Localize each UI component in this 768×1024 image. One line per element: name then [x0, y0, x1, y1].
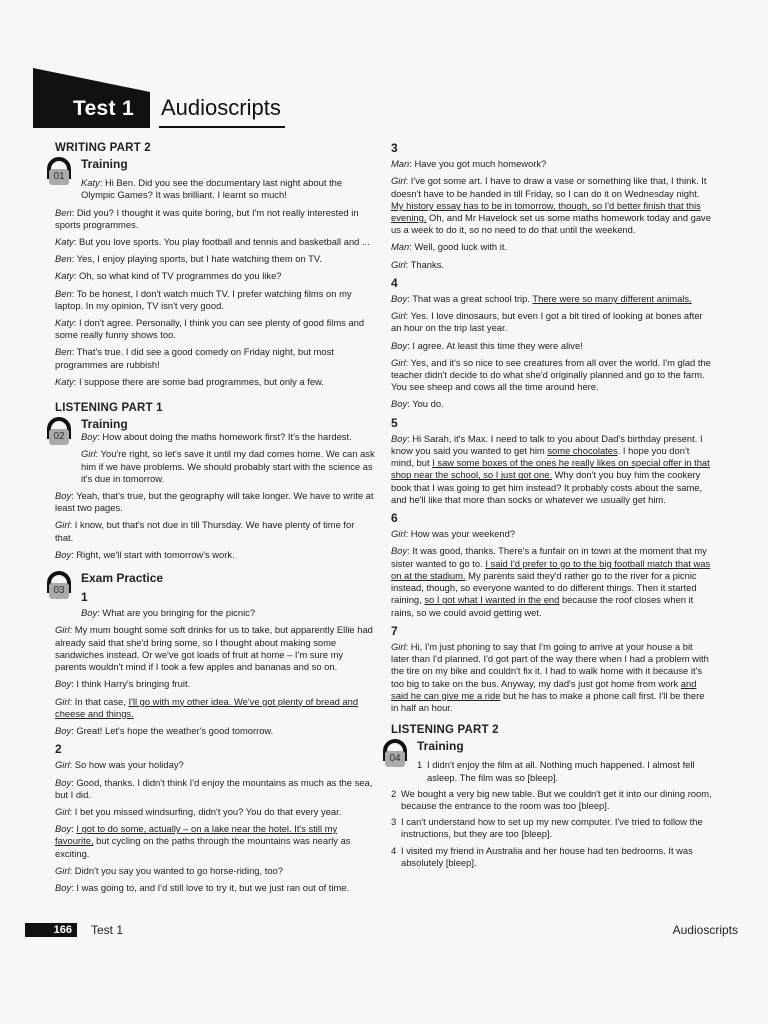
question-number: 3 [391, 141, 398, 155]
question-number: 4 [391, 275, 398, 290]
subsection-training [55, 417, 375, 451]
list-item [391, 845, 713, 869]
footer-section-label: Audioscripts [672, 923, 738, 937]
dialogue-line: Boy: It was good, thanks. There's a funfair on in town at the moment that my sister wanted to go to. I said I'd prefer to go to the big football match that was on at the stadium. My parents said they'd rather go to the river for a picnic instead, though, so everyone wanted to do different things. Then it started raining, so I got what I wanted in the end because the roof closes when it rains, so we could avoid getting wet. [391, 545, 711, 618]
dialogue-line: Girl: How was your weekend? [391, 528, 516, 540]
dialogue-line: Ben: That's true. I did see a good comedy on Friday night, but most programmes are rubbish! [55, 346, 334, 370]
header-test-label: Test 1 [73, 97, 134, 120]
dialogue-line: Boy: I agree. At least this time they were alive! [391, 339, 583, 351]
subsection-title: Training [81, 157, 128, 172]
underlined-answer: I'll go with my other idea. We've got plenty of bread and cheese and things. [55, 695, 359, 719]
dialogue-line: Girl: In that case, I'll go with my other idea. We've got plenty of bread and cheese and things. [55, 695, 359, 719]
footer-test-label: Test 1 [91, 923, 124, 937]
question-number: 1 [81, 590, 88, 605]
page-title: Audioscripts [161, 95, 281, 120]
list-item-number: 1 [417, 759, 423, 771]
subsection-title: Training [417, 739, 464, 754]
dialogue-line: Katy: But you love sports. You play football and tennis and basketball and ... [55, 236, 370, 248]
dialogue-line: Girl: You're right, so let's save it until my dad comes home. We can ask him if we have problems. We should probably start with the science as it's due in tomorrow. [81, 448, 375, 484]
page-number: 166 [25, 923, 77, 937]
subsection-title: Training [81, 417, 128, 432]
dialogue-line: Girl: Didn't you say you wanted to go horse-riding, too? [55, 864, 283, 876]
right-column [391, 142, 713, 873]
list-item-text: I can't understand how to set up my new computer. I've tried to follow the instructions, but they are too [bleep]. [401, 816, 703, 840]
dialogue-line: Ben: Did you? I thought it was quite boring, but I'm not really interested in sports programmes. [55, 206, 359, 230]
dialogue-line: Ben: To be honest, I don't watch much TV. I prefer watching films on my laptop. In my opinion, TV isn't very good. [55, 287, 352, 311]
dialogue-line: Katy: Hi Ben. Did you see the documentary last night about the Olympic Games? It was brilliant. I learnt so much! [81, 177, 343, 201]
underlined-text: some chocolates [547, 445, 618, 457]
question-number: 6 [391, 511, 398, 526]
list-item-text: We bought a very big new table. But we couldn't get it into our dining room, because the entrance to the room was too [bleep]. [401, 787, 712, 811]
underlined-answer: so I got what I wanted in the end [424, 594, 560, 606]
question-number: 5 [391, 415, 398, 430]
track-number: 01 [49, 169, 69, 185]
dialogue-line: Katy: I suppose there are some bad programmes, but only a few. [55, 375, 324, 387]
list-item-number: 4 [391, 844, 397, 856]
question-number: 2 [55, 742, 62, 757]
headphones-icon [47, 157, 77, 191]
dialogue-line: Girl: Thanks. [391, 258, 444, 270]
section-heading-writing: WRITING PART 2 [55, 142, 151, 154]
underlined-answer: and said he can give me a ride [391, 677, 697, 701]
dialogue-line: Boy: Hi Sarah, it's Max. I need to talk to you about Dad's birthday present. I know you said you wanted to get him some chocolates. I hope you don't mind, but I saw some boxes of the ones he really likes on special offer in that shop near the school, so I just got one. Why don't you buy him the cookery book that I was going to get him instead? It probably costs about the same, and he'll like that more than socks or whatever we usually get him. [391, 432, 710, 505]
headphones-icon [47, 417, 77, 451]
dialogue-line: Boy: I was going to, and I'd still love to try it, but we just ran out of time. [55, 881, 350, 893]
dialogue-line: Girl: Yes, and it's so nice to see creatures from all over the world. I'm glad the teacher didn't decide to do what she'd originally planned and go to the farm. You see sheep and cows all the time around here. [391, 356, 711, 393]
dialogue-line: Girl: So how was your holiday? [55, 759, 184, 771]
underlined-answer: My history essay has to be in tomorrow, though, so I'd better finish that this evening. [391, 199, 701, 224]
dialogue-line: Boy: How about doing the maths homework first? It's the hardest. [81, 431, 352, 443]
track-number: 03 [49, 583, 69, 599]
dialogue-line: Boy: Great! Let's hope the weather's good tomorrow. [55, 724, 274, 736]
list-item-text: I didn't enjoy the film at all. Nothing much happened. I almost fell asleep. The film was so [bleep]. [427, 759, 695, 783]
dialogue-line: Girl: I've got some art. I have to draw a vase or something like that, I think. It doesn't have to be handed in till Friday, so I can do it on Wednesday night. My history essay has to be in tomorrow, though, so I'd better finish that this evening. Oh, and Mr Havelock set us some maths homework today and gave us a week to do it, so no need to do that until the weekend. [391, 175, 711, 236]
section-heading-listening-1: LISTENING PART 1 [55, 402, 163, 415]
dialogue-line: Boy: Good, thanks. I didn't think I'd enjoy the mountains as much as the sea, but I did. [55, 776, 373, 800]
dialogue-line: Girl: Yes. I love dinosaurs, but even I got a bit tired of looking at bones after an hour on the trip last year. [391, 310, 703, 334]
subsection-title: Exam Practice [81, 571, 164, 586]
list-item-number: 2 [391, 787, 397, 799]
dialogue-line: Boy: Yeah, that's true, but the geography will take longer. We have to write at least two pages. [55, 490, 374, 514]
dialogue-line: Girl: My mum bought some soft drinks for us to take, but apparently Ellie had already said that she'd bring some, so I thought about making some sandwiches instead. Or we've got loads of fruit at home – I'm sure my parents wouldn't mind if I took a few apples and bananas and so on. [55, 624, 373, 673]
dialogue-line: Boy: I think Harry's bringing fruit. [55, 678, 191, 690]
list-item [391, 816, 713, 840]
numbered-list [391, 759, 713, 869]
dialogue-line: Ben: Yes, I enjoy playing sports, but I hate watching them on TV. [55, 253, 322, 265]
track-number: 04 [385, 751, 405, 767]
list-item [391, 759, 713, 783]
question-number: 7 [391, 623, 398, 638]
dialogue-line: Man: Well, good luck with it. [391, 241, 508, 253]
underlined-answer: There were so many different animals. [532, 293, 692, 305]
underlined-answer: I got to do some, actually – on a lake near the hotel. It's still my favourite, [55, 823, 338, 847]
left-column [55, 142, 375, 899]
dialogue-line: Boy: That was a great school trip. There were so many different animals. [391, 293, 692, 305]
list-item [391, 788, 713, 812]
dialogue-line: Boy: I got to do some, actually – on a lake near the hotel. It's still my favourite, but cycling on the paths through the mountains was nearly as exciting. [55, 823, 351, 859]
title-underline [159, 126, 285, 128]
subsection-exam-practice [55, 571, 375, 605]
underlined-text: I said I'd prefer to go to the big football match that was on at the stadium. [391, 557, 711, 581]
track-number: 02 [49, 429, 69, 445]
headphones-icon [47, 571, 77, 605]
dialogue-line: Boy: What are you bringing for the picnic? [81, 607, 256, 619]
dialogue-line: Girl: Hi, I'm just phoning to say that I'm going to arrive at your house a bit later than I'd planned. I'd got part of the way there when I had a problem with the tire on my bike and couldn't fix it. I had to walk home with it because it's too big to take on the bus. Anyway, my dad's just got home from work and said he can give me a ride but he has to make a phone call first. I'll be there in half an hour. [391, 640, 709, 713]
dialogue-line: Boy: Right, we'll start with tomorrow's work. [55, 548, 235, 560]
underlined-answer: I saw some boxes of the ones he really likes on special offer in that shop near the school, so I just got one. [391, 457, 710, 481]
dialogue-line: Katy: I don't agree. Personally, I think you can see plenty of good films and some really funny shows too. [55, 317, 365, 341]
dialogue-line: Girl: I bet you missed windsurfing, didn't you? You do that every year. [55, 805, 342, 817]
list-item-number: 3 [391, 816, 397, 828]
dialogue-line: Man: Have you got much homework? [391, 158, 547, 170]
dialogue-line: Katy: Oh, so what kind of TV programmes do you like? [55, 270, 282, 282]
list-item-text: I visited my friend in Australia and her house had ten bedrooms. It was absolutely [bleep]. [401, 844, 693, 868]
dialogue-line: Girl: I know, but that's not due in till Thursday. We have plenty of time for that. [55, 519, 355, 543]
section-heading-listening-2: LISTENING PART 2 [391, 724, 499, 737]
page-footer [25, 923, 738, 937]
subsection-training [55, 157, 375, 191]
dialogue-line: Boy: You do. [391, 398, 444, 410]
